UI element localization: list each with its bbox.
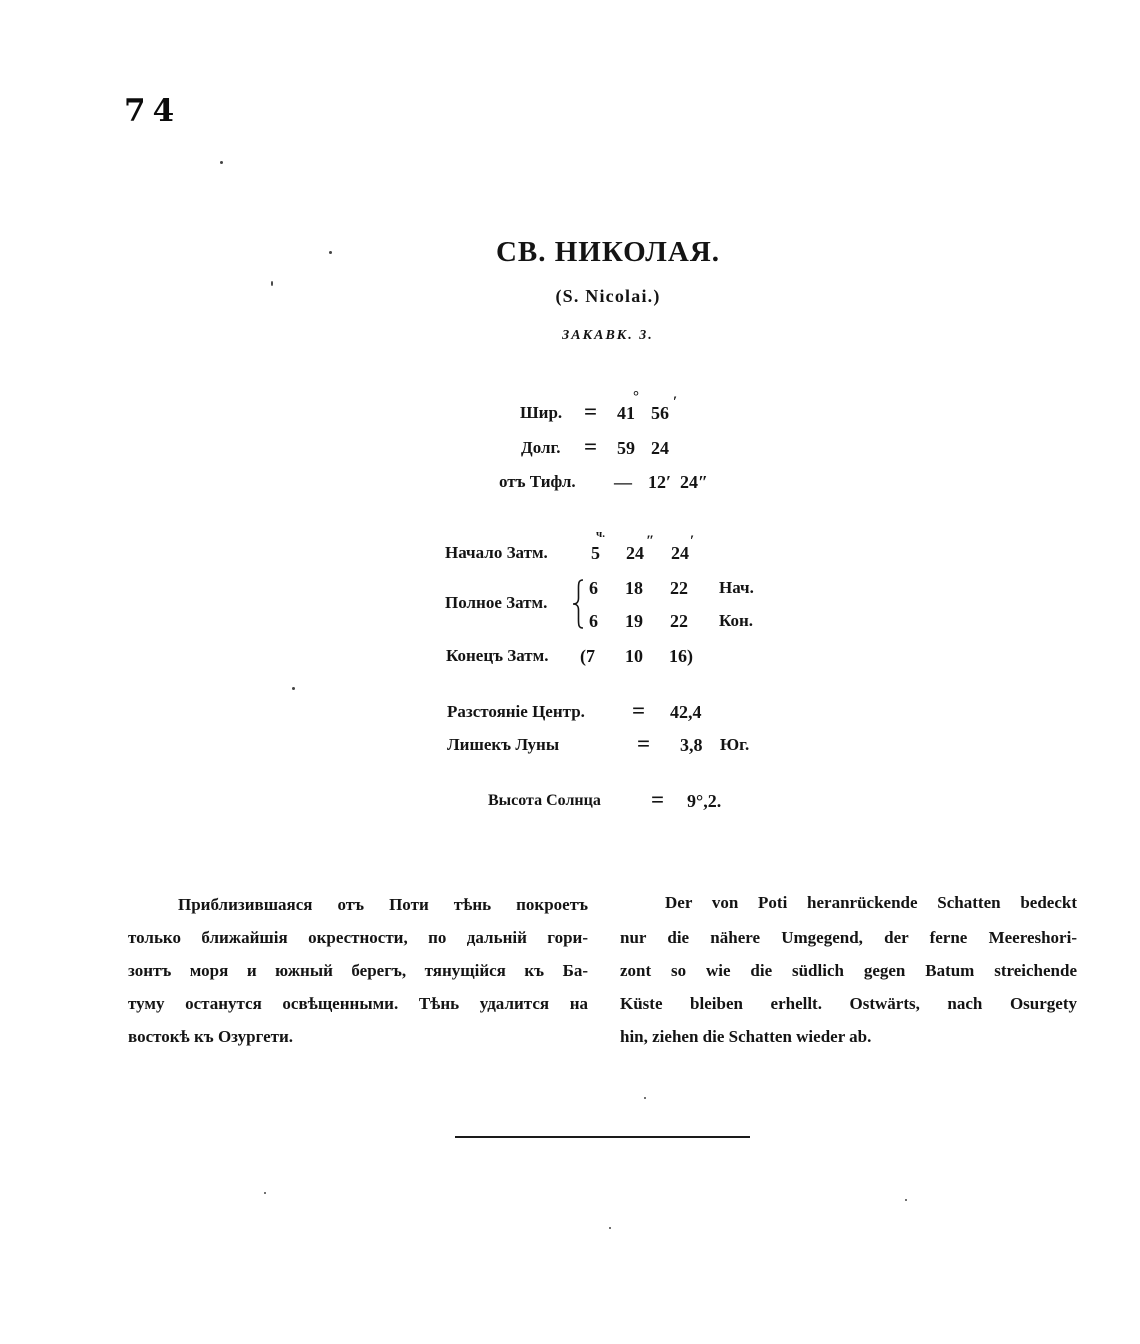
moon-excess-label: Лишекъ Луны <box>447 735 560 754</box>
eclipse-start-hour: 5 <box>591 543 600 563</box>
scan-speck <box>264 1192 266 1194</box>
sun-altitude-equals: = <box>651 787 665 812</box>
de-line: nur die nähere Umgegend, der ferne Meereshori- <box>620 928 1077 947</box>
latitude-degree-mark: ° <box>633 389 639 405</box>
de-line: Der von Poti heranrückende Schatten bedeckt <box>665 893 1077 912</box>
section-divider <box>455 1136 750 1138</box>
eclipse-end-minute: 10 <box>625 646 643 666</box>
eclipse-end-label: Конецъ Затм. <box>446 646 549 665</box>
scan-speck <box>220 161 223 164</box>
longitude-degrees: 59 <box>617 438 635 458</box>
longitude-equals: = <box>584 434 598 459</box>
ru-line: Приблизившаяся отъ Поти тѣнь покроетъ <box>178 895 588 914</box>
eclipse-start-label: Начало Затм. <box>445 543 548 562</box>
eclipse-start-second: 24 <box>671 543 689 563</box>
latitude-minutes: 56 <box>651 403 669 423</box>
scan-speck <box>905 1199 907 1201</box>
eclipse-end-second: 16) <box>669 646 693 666</box>
scan-speck <box>292 687 295 690</box>
ru-line: только ближайшія окрестности, по дальній гори- <box>128 928 588 947</box>
latitude-degrees: 41 <box>617 403 635 423</box>
total-begin-hour: 6 <box>589 578 598 598</box>
longitude-label: Долг. <box>521 438 561 457</box>
eclipse-end-hour: (7 <box>580 646 595 666</box>
eclipse-start-minute: 24 <box>626 543 644 563</box>
ru-line: востокѣ къ Озургети. <box>128 1027 294 1046</box>
hour-column-mark: ч. <box>596 528 605 540</box>
total-begin-minute: 18 <box>625 578 643 598</box>
scan-speck <box>329 251 332 254</box>
moon-excess-value: 3,8 <box>680 735 703 755</box>
total-end-second: 22 <box>670 611 688 631</box>
latitude-label: Шир. <box>520 403 563 422</box>
sun-altitude-label: Высота Солнца <box>488 792 601 809</box>
region-label: ЗАКАВК. 3. <box>562 328 654 343</box>
total-end-minute: 19 <box>625 611 643 631</box>
tiflis-offset-seconds: 24″ <box>680 472 708 492</box>
moon-excess-direction: Юг. <box>720 735 750 754</box>
de-line: hin, ziehen die Schatten wieder ab. <box>620 1027 872 1046</box>
de-line: zont so wie die südlich gegen Batum streichende <box>620 961 1077 980</box>
tiflis-offset-label: отъ Тифл. <box>499 472 576 491</box>
total-end-hour: 6 <box>589 611 598 631</box>
sun-altitude-value: 9°,2. <box>687 791 722 811</box>
brace-icon <box>571 579 585 629</box>
total-begin-note: Нач. <box>719 578 754 597</box>
column2-mark: ″ <box>646 533 655 549</box>
tiflis-offset-minutes: 12′ <box>648 472 672 492</box>
moon-excess-equals: = <box>637 731 651 756</box>
scan-speck <box>609 1227 611 1229</box>
latitude-equals: = <box>584 399 598 424</box>
total-begin-second: 22 <box>670 578 688 598</box>
total-end-note: Кон. <box>719 611 754 630</box>
page-number: 74 <box>124 93 182 129</box>
center-distance-equals: = <box>632 698 646 723</box>
center-distance-label: Разстояніе Центр. <box>447 702 585 721</box>
scan-speck <box>271 281 273 286</box>
de-line: Küste bleiben erhellt. Ostwärts, nach Osurgety <box>620 994 1077 1013</box>
latitude-minute-mark: ′ <box>673 394 678 410</box>
tiflis-offset-sign: — <box>614 472 632 492</box>
ru-line: зонтъ моря и южный берегъ, тянущійся къ Ба- <box>128 961 588 980</box>
center-distance-value: 42,4 <box>670 702 702 722</box>
page-subtitle: (S. Nicolai.) <box>555 286 661 306</box>
scan-speck <box>644 1097 646 1099</box>
longitude-minutes: 24 <box>651 438 669 458</box>
column3-mark: ′ <box>690 533 695 549</box>
eclipse-total-label: Полное Затм. <box>445 593 548 612</box>
page-title: СВ. НИКОЛАЯ. <box>495 236 721 268</box>
ru-line: туму останутся освѣщенными. Тѣнь удалится на <box>128 994 588 1013</box>
